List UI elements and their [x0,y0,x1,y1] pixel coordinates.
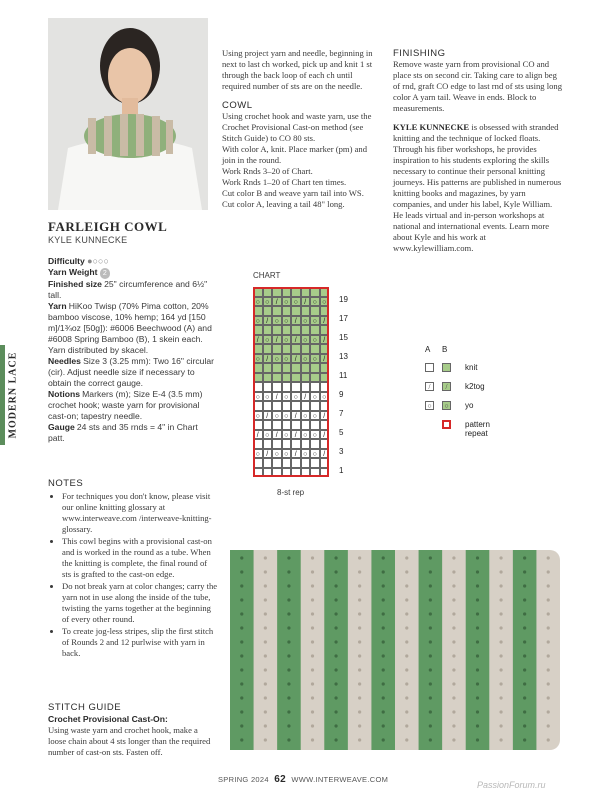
key-label: pattern repeat [465,420,490,438]
model-illustration [48,18,208,210]
chart-cell [301,458,311,468]
chart-cell [320,458,330,468]
chart-cell [310,401,320,411]
yarn-text: HiKoo Twisp (70% Pima cotton, 20% bamboo viscose, 10% hemp; 164 yd [150 m]/1¾oz [50g]): #6006 Beechwood (A) and #6008 Spring Bamboo (B), 1 skein each. Yarn distributed by skacel. [48,301,212,355]
chart-cell: ○ [310,430,320,440]
chart-cell: / [291,449,301,459]
chart-cell: ○ [253,316,263,326]
chart-cell [272,344,282,354]
chart-row-number: 15 [339,333,348,342]
chart-cell [310,325,320,335]
chart-cell [291,373,301,383]
stitch-guide-heading: STITCH GUIDE [48,702,122,713]
chart-cell [310,373,320,383]
chart-cell: / [253,335,263,345]
chart-cell [301,420,311,430]
chart-cell: ○ [282,297,292,307]
chart-cell [310,363,320,373]
chart-cell [310,306,320,316]
chart-cell [272,382,282,392]
page-footer [218,774,388,785]
chart-cell [320,287,330,297]
chart-cell [253,420,263,430]
chart-cell [282,458,292,468]
chart-cell [301,439,311,449]
chart-cell [301,325,311,335]
chart-cell [291,363,301,373]
cowl-line: Work Rnds 1–20 of Chart ten times. [222,177,347,187]
chart-cell: ○ [310,449,320,459]
chart-cell [291,458,301,468]
stitch-guide-text: Using waste yarn and crochet hook, make a loose chain about 4 sts longer than the required number of cast-on sts. Fasten off. [48,725,211,757]
chart-cell [263,468,273,478]
key-swatch: / [425,382,434,391]
cowl-line: Cut color A, leaving a tail 48" long. [222,199,345,209]
chart-cell [272,458,282,468]
chart-row-number: 17 [339,314,348,323]
chart-cell: ○ [291,392,301,402]
chart-cell: ○ [310,297,320,307]
chart-cell [253,401,263,411]
chart-cell [272,373,282,383]
chart-cell [301,287,311,297]
notions-text: Markers (m); Size E-4 (3.5 mm) crochet hook; waste yarn for provisional cast-on; tapestry needle. [48,389,203,421]
chart-cell [310,458,320,468]
note-item: • To create jog-less stripes, slip the first stitch of Rounds 2 and 12 purlwise with yarn in back. [62,626,218,659]
chart-cell: / [301,392,311,402]
pickup-text: Using project yarn and needle, beginning in next to last ch worked, pick up and knit 1 st through the back loop of each ch until required number of sts are on the needle. [222,48,373,91]
chart-cell: ○ [310,335,320,345]
chart-cell [301,373,311,383]
key-swatch: / [442,382,451,391]
chart-cell [272,401,282,411]
chart-cell [301,363,311,373]
chart-cell: / [263,449,273,459]
chart-cell [272,306,282,316]
gauge-label: Gauge [48,422,75,432]
finishing-text: Remove waste yarn from provisional CO and place sts on second cir. Taking care to align beg of rnd, graft CO edge to last rnd of sts using long color A yarn tail. Weave in ends. Block to measurements. [393,59,562,113]
chart-cell [263,382,273,392]
chart-cell: / [320,449,330,459]
chart-row-number: 11 [339,371,348,380]
gauge-text: 24 sts and 35 rnds = 4" in Chart patt. [48,422,198,443]
chart-cell [263,373,273,383]
chart-cell: ○ [253,411,263,421]
chart-cell [291,401,301,411]
chart-cell [320,325,330,335]
chart-cell [272,325,282,335]
designer-bio [393,122,563,254]
chart-cell: / [253,430,263,440]
chart-cell [282,439,292,449]
chart-cell [291,306,301,316]
chart-cell [253,287,263,297]
chart-cell: / [291,335,301,345]
chart-cell [301,468,311,478]
chart-cell [263,325,273,335]
yarn-label: Yarn [48,301,67,311]
chart-cell: ○ [272,354,282,364]
chart-cell: / [272,335,282,345]
key-swatch [425,363,434,372]
chart-cell [282,287,292,297]
chart-cell [291,468,301,478]
chart-cell: ○ [301,430,311,440]
chart-cell [263,458,273,468]
chart-cell [263,363,273,373]
note-item: • This cowl begins with a provisional cast-on and is worked in the round as a tube. When the knitting is complete, the final round of sts is grafted to the cast-on edge. [62,536,218,580]
chart-row-number: 5 [339,428,344,437]
chart-cell [263,401,273,411]
chart-cell: ○ [320,392,330,402]
chart-cell: / [291,316,301,326]
chart-cell [320,401,330,411]
pattern-author: KYLE KUNNECKE [48,235,128,245]
chart-cell [320,344,330,354]
chart-cell: ○ [301,354,311,364]
chart-cell: ○ [272,316,282,326]
chart-cell: ○ [263,335,273,345]
chart-cell: / [263,316,273,326]
chart-cell [282,363,292,373]
chart-cell [291,420,301,430]
repeat-label: 8-st rep [277,488,305,497]
key-col-a-label: A [425,345,431,354]
chart-cell [253,439,263,449]
chart-row-number: 13 [339,352,348,361]
chart-cell [282,306,292,316]
chart-cell: / [291,354,301,364]
swatch-illustration [226,544,564,756]
chart-cell: / [272,430,282,440]
chart-cell [291,344,301,354]
chart-cell: ○ [301,316,311,326]
chart-cell [253,458,263,468]
chart-cell [282,401,292,411]
chart-cell [291,382,301,392]
chart-cell: ○ [310,411,320,421]
chart-cell: ○ [253,449,263,459]
yarn-weight-row [48,267,216,279]
chart-cell: ○ [282,316,292,326]
chart-cell: / [320,354,330,364]
chart-cell: ○ [282,335,292,345]
chart-cell [253,344,263,354]
chart-cell: ○ [320,297,330,307]
watermark: PassionForum.ru [477,780,546,790]
chart-cell [291,287,301,297]
notes-list [48,491,218,660]
notes-heading: NOTES [48,478,84,489]
chart-cell [253,325,263,335]
cowl-line: With color A, knit. Place marker (pm) and join in the round. [222,144,367,165]
issue-label: SPRING 2024 [218,775,269,784]
chart-cell: ○ [301,335,311,345]
chart-cell: ○ [310,354,320,364]
site-label: WWW.INTERWEAVE.COM [291,775,389,784]
key-label: yo [465,401,474,410]
chart-cell: / [320,411,330,421]
cowl-line: Work Rnds 3–20 of Chart. [222,166,313,176]
needles-text: Size 3 (3.25 mm): Two 16" circular (cir). Adjust needle size if necessary to obtain the correct gauge. [48,356,215,388]
chart-row-number: 3 [339,447,344,456]
key-swatch [442,363,451,372]
chart-cell [282,373,292,383]
chart-cell: / [320,335,330,345]
stitch-guide-subheading: Crochet Provisional Cast-On: [48,714,168,724]
sidebar-section-label: MODERN LACE [7,351,19,439]
chart-cell: / [320,430,330,440]
instructions-column [222,48,382,210]
chart-cell: ○ [263,430,273,440]
chart-cell: ○ [282,354,292,364]
chart-cell: ○ [301,411,311,421]
chart-cell: ○ [253,392,263,402]
chart-cell: / [291,411,301,421]
chart-cell [272,363,282,373]
chart-cell [301,401,311,411]
needles-label: Needles [48,356,81,366]
chart-cell [301,306,311,316]
difficulty-label: Difficulty [48,256,85,266]
finished-size-text: 25" circumference and 6½" tall. [48,279,208,300]
pattern-title: FARLEIGH COWL [48,219,168,234]
chart-cell: ○ [253,297,263,307]
chart-cell [320,306,330,316]
chart-cell [310,382,320,392]
chart-cell: ○ [282,411,292,421]
chart-cell [320,468,330,478]
chart-cell: ○ [291,297,301,307]
chart-cell [310,468,320,478]
chart-cell [272,287,282,297]
chart-cell: / [272,297,282,307]
chart-cell [263,287,273,297]
bio-name: KYLE KUNNECKE [393,122,470,132]
model-photo [48,18,208,210]
note-item: • Do not break yarn at color changes; carry the yarn not in use along the inside of the tube, twisting the yarns together at the beginning of every other round. [62,581,218,625]
chart-cell: ○ [301,449,311,459]
chart-cell: / [263,354,273,364]
chart-row-number: 1 [339,466,344,475]
chart-cell: ○ [272,411,282,421]
chart-cell [253,363,263,373]
chart-cell [272,468,282,478]
bio-text: is obsessed with stranded knitting and the technique of locked floats. Through his fiber workshops, he provides inspiration to his students exploring the skills necessary to continue their personal knitting journeys. His patterns are published in numerous knitting books and magazines, by yarn companies, and under his label, Kyle William. He leads virtual and in-person workshops at national and international events. Learn more about Kyle and his work at www.kylewilliam.com. [393,122,562,253]
chart-cell: ○ [272,449,282,459]
chart-cell: ○ [253,354,263,364]
chart-cell [263,439,273,449]
chart-cell [282,344,292,354]
finishing-heading: FINISHING [393,48,446,59]
chart-cell [282,420,292,430]
chart-cell [310,420,320,430]
cowl-line: Using crochet hook and waste yarn, use the Crochet Provisional Cast-on method (see Stitch Guide) to CO 80 sts. [222,111,372,143]
chart-cell: / [272,392,282,402]
chart-cell: ○ [282,392,292,402]
yarn-weight-label: Yarn Weight [48,267,98,277]
chart-cell: / [320,316,330,326]
chart-row-number: 19 [339,295,348,304]
key-label: k2tog [465,382,485,391]
chart-label: CHART [253,271,281,280]
cowl-heading: COWL [222,100,253,111]
finishing-column [393,48,563,254]
page-number: 62 [274,774,286,785]
section-sidebar [0,345,30,445]
chart-cell: / [263,411,273,421]
chart-cell [310,344,320,354]
note-item: • For techniques you don't know, please visit our online knitting glossary at www.interweave.com /interweave-knitting-glossary. [62,491,218,535]
chart-cell: / [301,297,311,307]
difficulty-dots-icon: ●○○○ [87,256,109,266]
key-col-b-label: B [442,345,448,354]
chart-cell: ○ [263,392,273,402]
chart-cell [253,373,263,383]
chart-cell [263,420,273,430]
chart-cell [320,363,330,373]
chart-cell [301,344,311,354]
chart-cell [282,325,292,335]
chart-cell [320,439,330,449]
chart-cell [253,306,263,316]
chart-cell: ○ [310,392,320,402]
chart-cell [253,382,263,392]
pattern-details [48,256,216,444]
chart-cell [291,439,301,449]
finished-size-label: Finished size [48,279,102,289]
chart-cell [320,420,330,430]
sidebar-accent-bar [0,345,5,445]
yarn-weight-badge: 2 [100,268,110,279]
chart-cell [263,344,273,354]
chart-cell: ○ [263,297,273,307]
chart-cell: ○ [282,449,292,459]
chart-cell [282,468,292,478]
chart-cell [320,373,330,383]
chart-cell [301,382,311,392]
cowl-swatch-photo [226,544,564,756]
cowl-line: Cut color B and weave yarn tail into WS. [222,188,364,198]
chart-cell [291,325,301,335]
key-label: knit [465,363,478,372]
chart-cell [253,468,263,478]
chart-cell [263,306,273,316]
chart-cell [282,382,292,392]
key-repeat-swatch [442,420,451,429]
chart-cell [310,287,320,297]
key-swatch: ○ [425,401,434,410]
chart-cell: / [291,430,301,440]
chart-cell: ○ [310,316,320,326]
chart-cell [320,382,330,392]
chart-cell [310,439,320,449]
notions-label: Notions [48,389,80,399]
key-swatch: ○ [442,401,451,410]
chart-cell [272,439,282,449]
difficulty-row [48,256,216,267]
chart-cell [272,420,282,430]
chart-row-number: 9 [339,390,344,399]
chart-row-number: 7 [339,409,344,418]
chart-cell: ○ [282,430,292,440]
